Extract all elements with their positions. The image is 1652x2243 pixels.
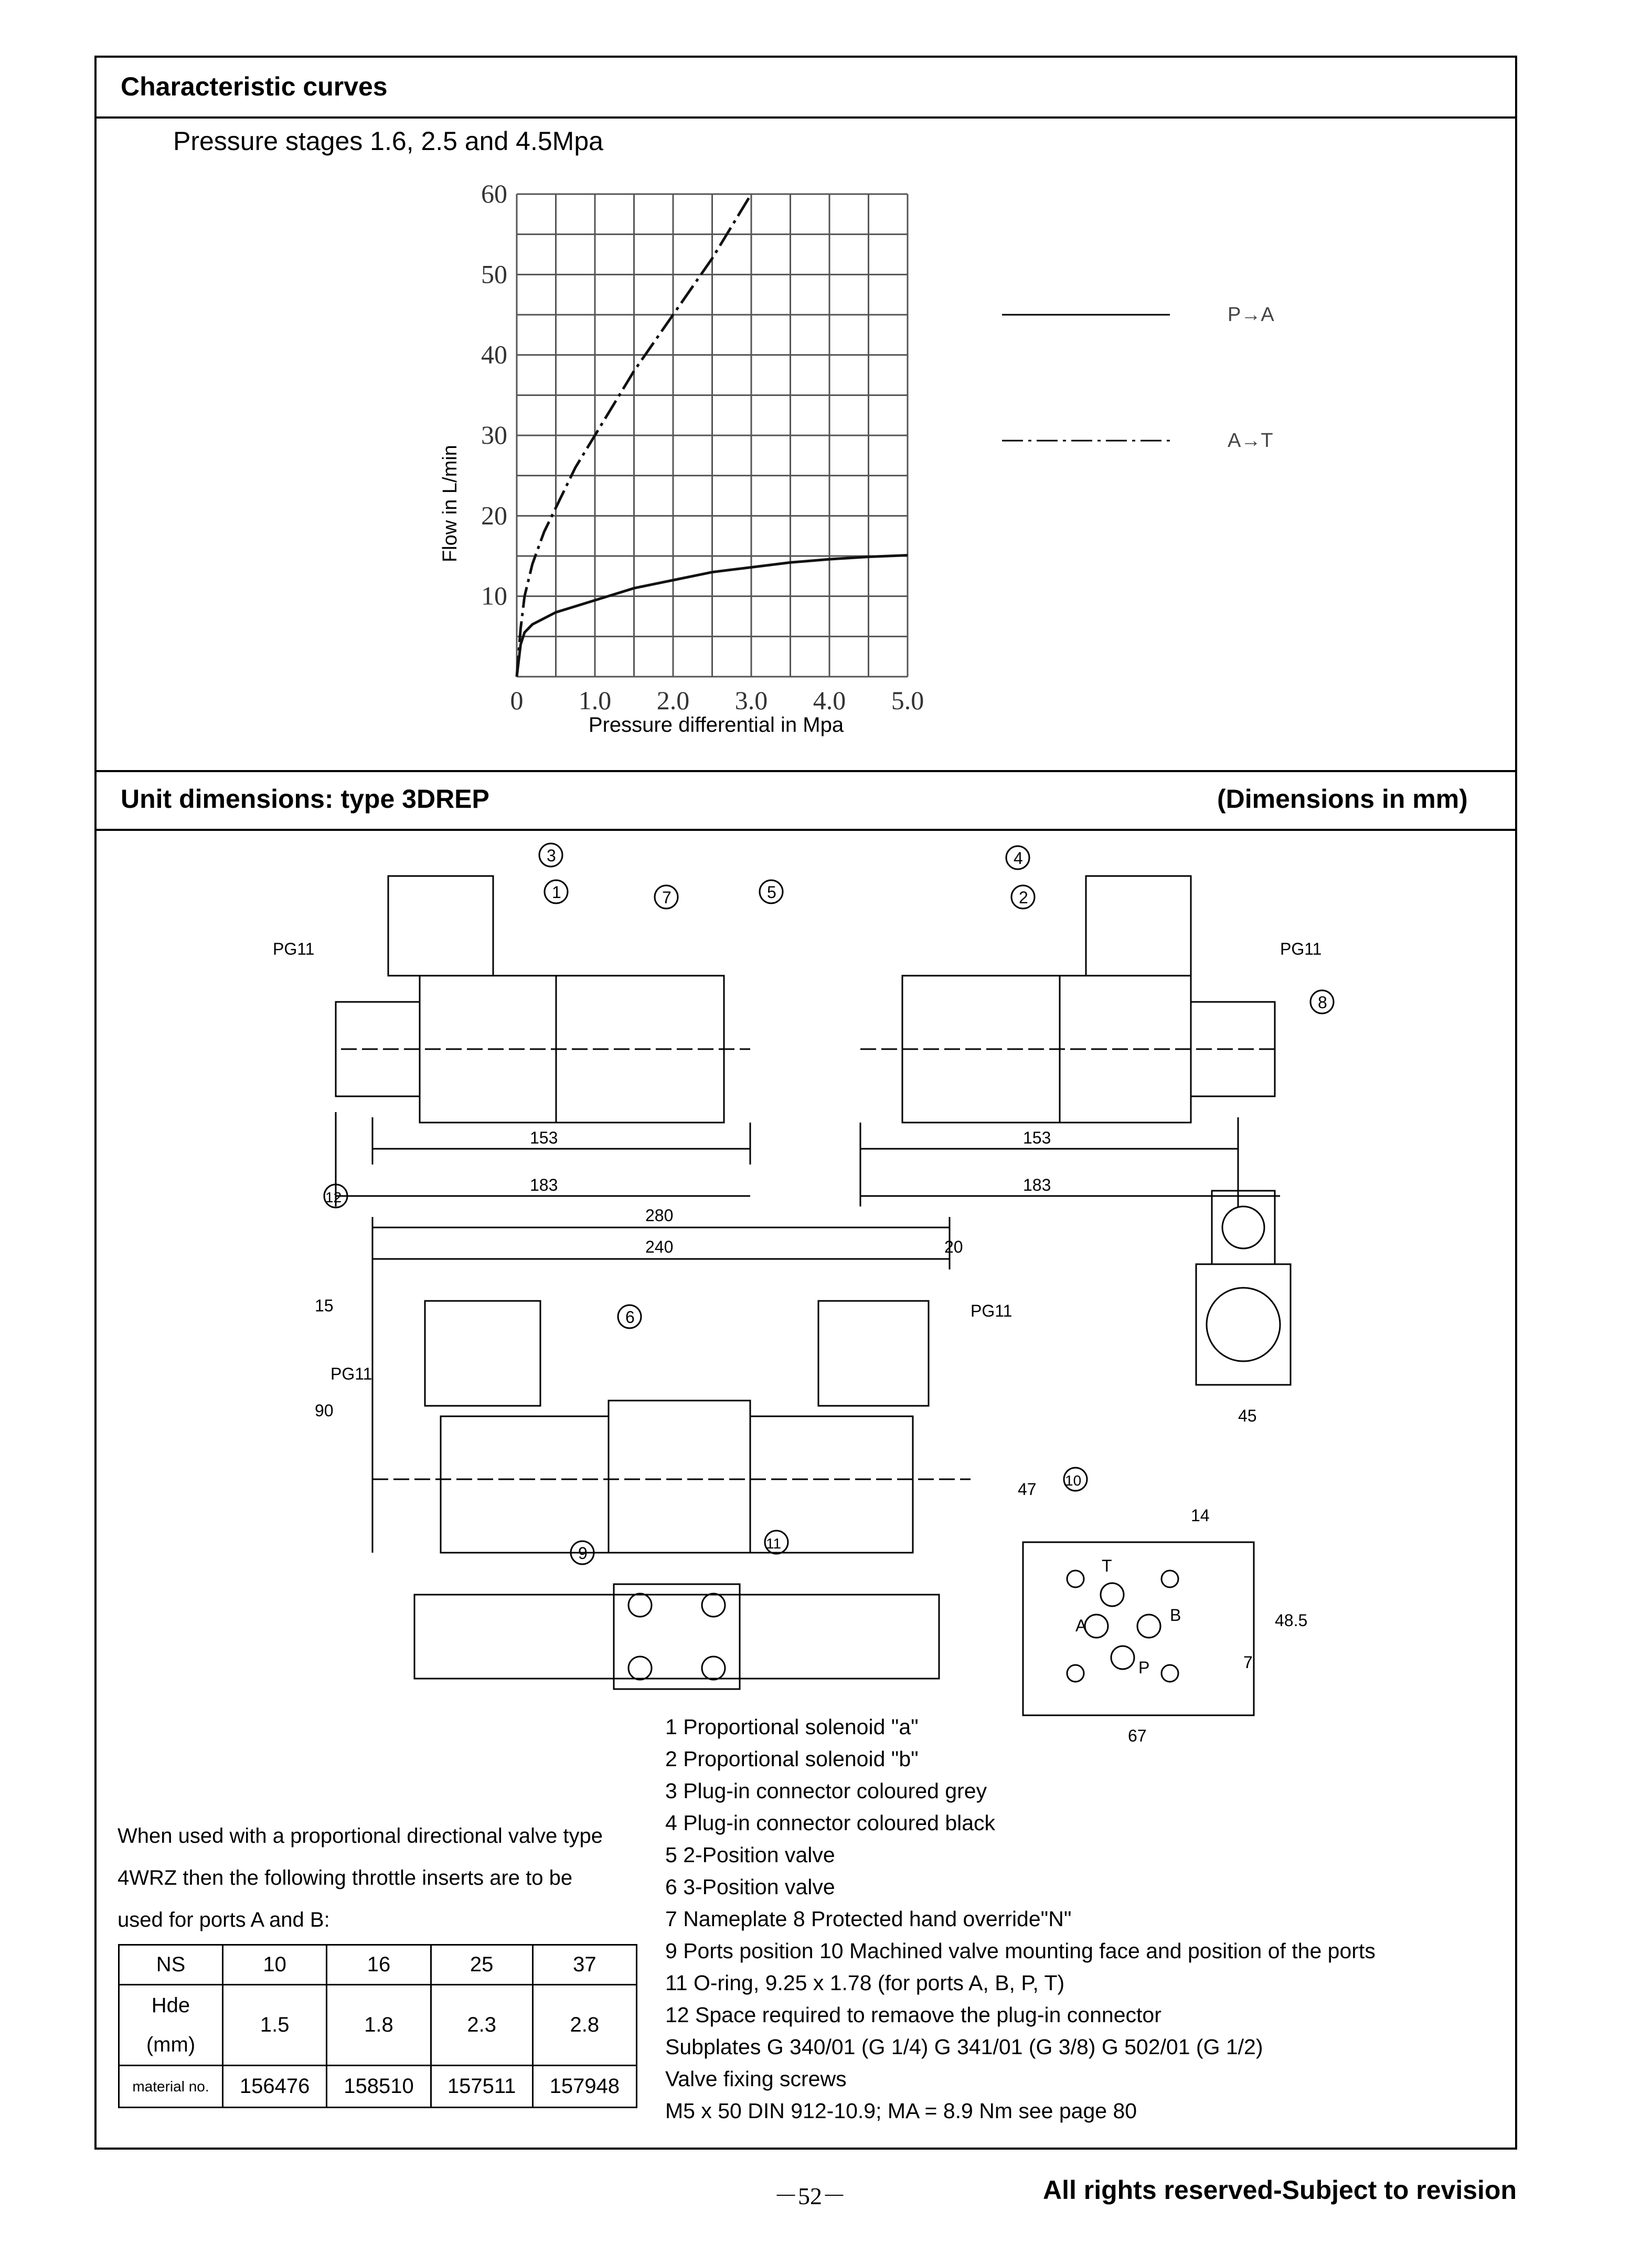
table-cell: 1.8 [327, 1985, 431, 2066]
legend-item: 1 Proportional solenoid "a" [665, 1715, 919, 1739]
valve-side-view [1196, 1191, 1291, 1385]
table-cell: 157511 [431, 2066, 532, 2108]
table-row [119, 1985, 637, 2066]
callout-2: 2 [1019, 888, 1028, 907]
legend-item: 9 Ports position 10 Machined valve mounting face and position of the ports [665, 1939, 1376, 1963]
legend-item: 5 2-Position valve [665, 1843, 835, 1867]
legend-item: 3 Plug-in connector coloured grey [665, 1779, 987, 1803]
y-tick-label: 60 [481, 179, 507, 208]
unit-dimension-drawing [247, 829, 1401, 1747]
section-title-curves: Characteristic curves [121, 72, 388, 101]
callout-8: 8 [1318, 993, 1327, 1012]
y-tick-label: 50 [481, 259, 507, 289]
parts-legend [665, 1711, 1376, 2127]
table-cell: 10 [223, 1945, 327, 1985]
dim-45: 45 [1238, 1406, 1257, 1425]
dim-47: 47 [1018, 1480, 1037, 1499]
y-tick-label: 20 [481, 500, 507, 530]
table-row [119, 1945, 637, 1985]
hde-label: Hde [151, 1993, 190, 2017]
dimensions-unit-note: (Dimensions in mm) [1217, 784, 1468, 814]
legend-item: Valve fixing screws [665, 2067, 847, 2091]
table-cell: NS [119, 1945, 223, 1985]
port-p-label: P [1138, 1658, 1150, 1677]
chart-ticks [481, 179, 924, 715]
dim-280: 280 [645, 1206, 674, 1225]
table-cell: 16 [327, 1945, 431, 1985]
pg11-label: PG11 [273, 939, 315, 958]
x-tick-label: 2.0 [656, 686, 690, 715]
dim-90: 90 [315, 1401, 334, 1420]
legend-item: 12 Space required to remaove the plug-in connector [665, 2003, 1161, 2027]
divider [97, 770, 1515, 772]
chart-subtitle: Pressure stages 1.6, 2.5 and 4.5Mpa [173, 126, 603, 156]
port-t-label: T [1102, 1556, 1112, 1575]
rights-notice: All rights reserved-Subject to revision [1042, 2175, 1517, 2205]
x-tick-label: 4.0 [813, 686, 846, 715]
legend-item: 6 3-Position valve [665, 1875, 835, 1899]
x-tick-label: 1.0 [578, 686, 612, 715]
table-cell: 2.8 [532, 1985, 636, 2066]
legend-label-a-t: A→T [1228, 430, 1273, 452]
mounting-face-view [1023, 1542, 1254, 1715]
legend-item: Subplates G 340/01 (G 1/4) G 341/01 (G 3/8) G 502/01 (G 1/2) [665, 2035, 1263, 2059]
y-tick-label: 40 [481, 339, 507, 369]
dim-14: 14 [1191, 1506, 1210, 1525]
callout-11: 11 [766, 1535, 782, 1552]
pg11-label-middle: PG11 [331, 1364, 372, 1383]
pg11-label-right: PG11 [1280, 939, 1322, 958]
table-cell: 2.3 [431, 1985, 532, 2066]
hde-unit: (mm) [146, 2033, 196, 2056]
dim-183-right: 183 [1023, 1176, 1051, 1194]
section-title-dimensions: Unit dimensions: type 3DREP [121, 784, 489, 814]
legend-item: 4 Plug-in connector coloured black [665, 1811, 996, 1835]
callout-4: 4 [1014, 849, 1023, 868]
dim-20: 20 [944, 1237, 963, 1256]
dim-240: 240 [645, 1237, 674, 1256]
callout-7: 7 [662, 888, 672, 907]
table-cell [119, 1985, 223, 2066]
dim-153-right: 153 [1023, 1128, 1051, 1147]
table-cell: 156476 [223, 2066, 327, 2108]
legend-item: 2 Proportional solenoid "b" [665, 1747, 919, 1771]
table-cell: 157948 [532, 2066, 636, 2108]
chart-grid [517, 194, 908, 677]
chart-legend [997, 294, 1322, 462]
legend-item: M5 x 50 DIN 912-10.9; MA = 8.9 Nm see page 80 [665, 2099, 1137, 2123]
callout-1: 1 [552, 883, 561, 902]
throttle-note-line3: used for ports A and B: [118, 1908, 330, 1931]
dim-15: 15 [315, 1296, 334, 1315]
table-cell: 1.5 [223, 1985, 327, 2066]
table-cell: 37 [532, 1945, 636, 1985]
x-tick-label: 3.0 [734, 686, 768, 715]
port-b-label: B [1170, 1606, 1181, 1625]
callout-6: 6 [625, 1308, 635, 1327]
callout-10: 10 [1065, 1472, 1082, 1489]
page-number: －52－ [774, 2183, 846, 2209]
throttle-table [118, 1944, 637, 2108]
y-axis-label: Flow in L/min [439, 445, 461, 562]
characteristic-chart [430, 178, 955, 755]
port-a-label: A [1075, 1616, 1087, 1635]
valve-view-top-left [336, 876, 750, 1206]
throttle-note-line1: When used with a proportional directional valve type [118, 1824, 603, 1847]
dim-7: 7 [1243, 1653, 1253, 1672]
throttle-note-line2: 4WRZ then the following throttle inserts are to be [118, 1866, 573, 1889]
callout-9: 9 [578, 1544, 588, 1563]
valve-view-top-right [860, 876, 1280, 1206]
dim-183: 183 [530, 1176, 558, 1194]
dim-67: 67 [1128, 1726, 1147, 1745]
valve-view-middle [372, 1217, 971, 1553]
legend-item: 11 O-ring, 9.25 x 1.78 (for ports A, B, P, T) [665, 1971, 1065, 1995]
pg11-label-middle-right: PG11 [971, 1301, 1012, 1320]
table-row [119, 2066, 637, 2108]
table-cell: 158510 [327, 2066, 431, 2108]
legend-label-p-a: P→A [1228, 304, 1274, 326]
table-cell: material no. [119, 2066, 223, 2108]
callouts [324, 843, 1334, 1564]
x-axis-label: Pressure differential in Mpa [588, 713, 844, 736]
valve-view-bottom [414, 1584, 939, 1689]
divider [97, 116, 1515, 119]
y-tick-label: 30 [481, 420, 507, 450]
dim-153: 153 [530, 1128, 558, 1147]
x-tick-label: 5.0 [891, 686, 924, 715]
callout-12: 12 [325, 1189, 342, 1205]
x-tick-label: 0 [510, 686, 524, 715]
dim-48-5: 48.5 [1275, 1611, 1308, 1630]
callout-3: 3 [547, 846, 556, 865]
table-cell: 25 [431, 1945, 532, 1985]
callout-5: 5 [767, 883, 776, 902]
y-tick-label: 10 [481, 581, 507, 611]
legend-item: 7 Nameplate 8 Protected hand override"N" [665, 1907, 1072, 1931]
